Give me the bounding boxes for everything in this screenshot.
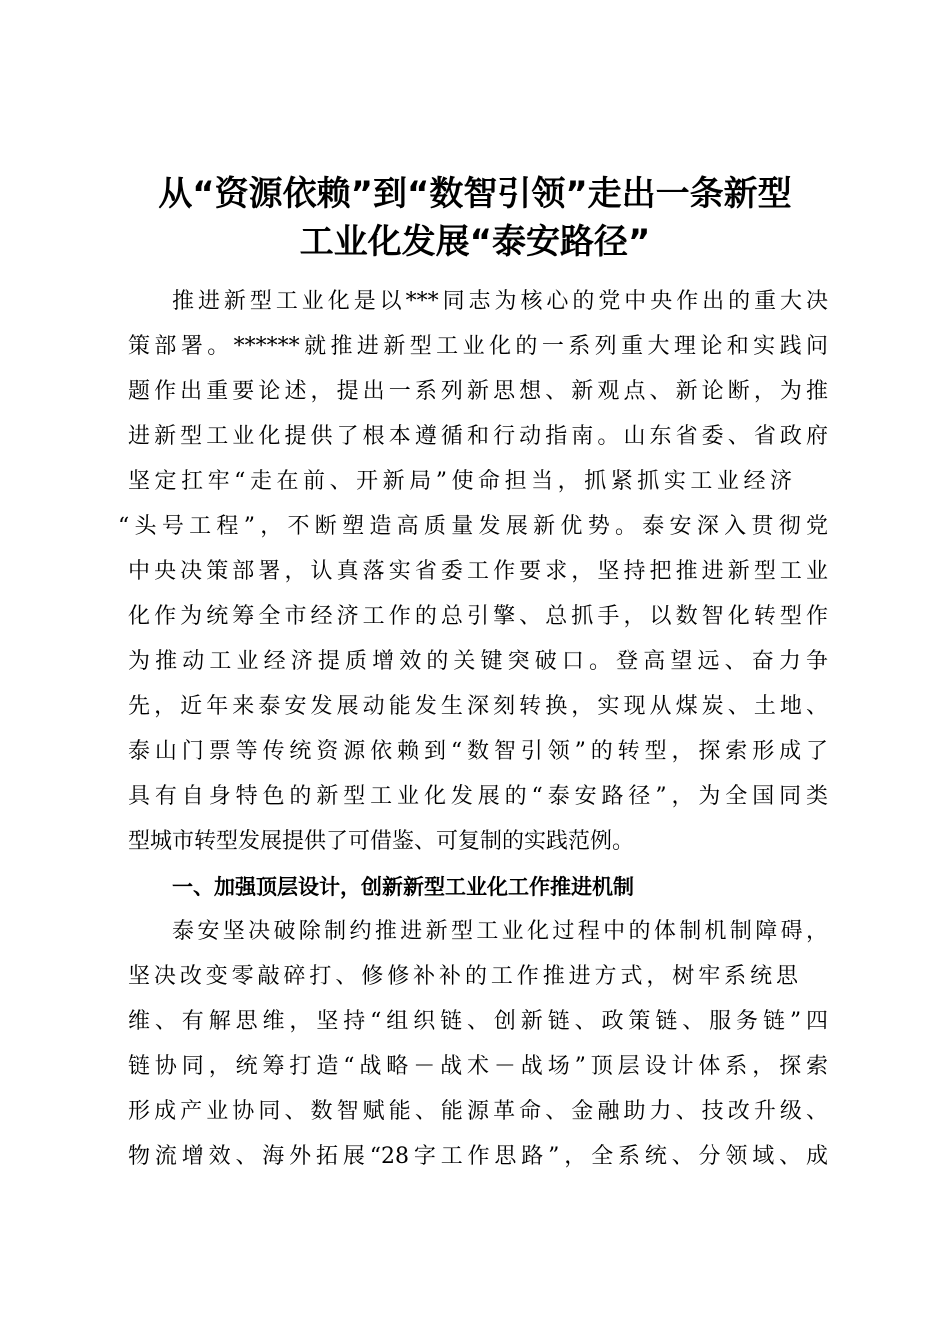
paragraph-2-line: 泰安坚决破除制约推进新型工业化过程中的体制机制障碍， [172,919,828,944]
paragraph-2-line: 链协同，统筹打造“战略－战术－战场”顶层设计体系，探索 [128,1054,828,1079]
paragraph-1-line: 泰山门票等传统资源依赖到“数智引领”的转型，探索形成了 [128,739,828,764]
paragraph-1-line: 中央决策部署，认真落实省委工作要求，坚持把推进新型工业 [128,559,828,584]
paragraph-1-line: 具有自身特色的新型工业化发展的“泰安路径”，为全国同类 [128,784,828,809]
paragraph-1-line: 策部署。******就推进新型工业化的一系列重大理论和实践问 [128,334,828,359]
paragraph-1-line: 坚定扛牢“走在前、开新局”使命担当，抓紧抓实工业经济 [128,469,792,494]
paragraph-1-line: “头号工程”，不断塑造高质量发展新优势。泰安深入贯彻党 [118,514,828,539]
paragraph-2-line: 物流增效、海外拓展“28字工作思路”，全系统、分领域、成 [128,1144,828,1169]
document-title-line-1: 从“资源依赖”到“数智引领”走出一条新型 [158,174,792,214]
paragraph-2-line: 形成产业协同、数智赋能、能源革命、金融助力、技改升级、 [128,1099,828,1124]
paragraph-1-line: 先，近年来泰安发展动能发生深刻转换，实现从煤炭、土地、 [128,694,828,719]
paragraph-2-line: 维、有解思维，坚持“组织链、创新链、政策链、服务链”四 [128,1009,828,1034]
paragraph-1-line: 进新型工业化提供了根本遵循和行动指南。山东省委、省政府 [128,424,828,449]
paragraph-1-line: 题作出重要论述，提出一系列新思想、新观点、新论断，为推 [128,379,828,404]
paragraph-1-line: 化作为统筹全市经济工作的总引擎、总抓手，以数智化转型作 [128,604,828,629]
section-heading-1: 一、加强顶层设计，创新新型工业化工作推进机制 [172,875,634,899]
paragraph-1-line: 型城市转型发展提供了可借鉴、可复制的实践范例。 [128,829,635,854]
paragraph-2-line: 坚决改变零敲碎打、修修补补的工作推进方式，树牢系统思 [128,964,798,989]
document-title-line-2: 工业化发展“泰安路径” [299,222,651,262]
paragraph-1-line: 为推动工业经济提质增效的关键突破口。登高望远、奋力争 [128,649,828,674]
paragraph-1-line: 推进新型工业化是以***同志为核心的党中央作出的重大决 [172,289,828,314]
